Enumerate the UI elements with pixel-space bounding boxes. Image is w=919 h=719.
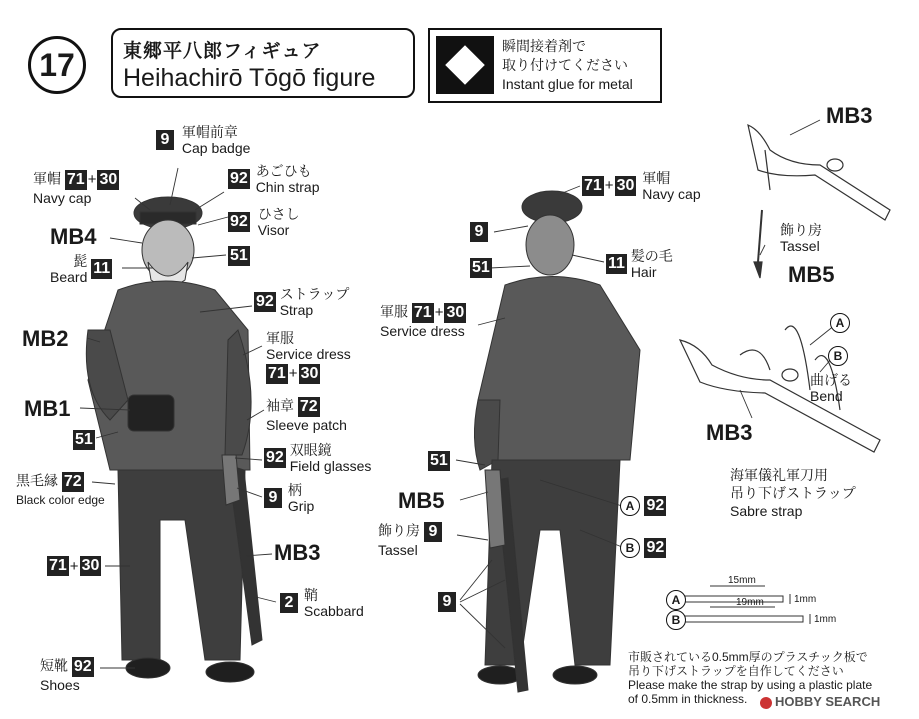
label-en: Tassel [378, 542, 418, 558]
paint-code: 92 [646, 539, 665, 556]
label-jp: あごひも [255, 163, 312, 179]
label-jp: 鞘 [303, 587, 318, 603]
label-jp: 軍服 [266, 330, 294, 346]
paint-code: 30 [616, 177, 635, 194]
paint-code: 92 [230, 170, 248, 187]
label-strap-a [620, 496, 666, 516]
label-en: Sleeve patch [266, 417, 347, 433]
sword-detail-top [748, 125, 890, 278]
label-en: Visor [257, 222, 290, 238]
circle-letter: A [830, 313, 850, 333]
paint-code: 9 [438, 592, 456, 612]
part-mb3-detail-bottom: MB3 [706, 420, 753, 445]
part-mb2: MB2 [22, 326, 69, 351]
plate-b-length: 19mm [736, 597, 764, 608]
paint-code: 71 [413, 304, 432, 321]
plate-a-width: 1mm [794, 594, 817, 605]
plate-b [666, 610, 686, 630]
label-jp: 柄 [287, 482, 302, 498]
paint-code: 72 [63, 473, 82, 490]
label-scabbard [280, 587, 364, 619]
title-jp: 東郷平八郎フィギュア [123, 41, 322, 62]
circle-letter: B [666, 610, 686, 630]
part-mb3-detail-top: MB3 [826, 103, 873, 128]
circle-letter: B [828, 346, 848, 366]
label-navy-cap-right [582, 170, 701, 202]
part-mb5-detail: MB5 [788, 262, 835, 287]
label-black-edge [16, 472, 105, 508]
part-mb4: MB4 [50, 224, 97, 249]
label-en: Tassel [780, 238, 820, 254]
label-bend [810, 372, 852, 404]
paint-code: 9 [264, 488, 282, 508]
paint-code: 92 [230, 213, 248, 230]
label-service-dress-right [380, 303, 466, 339]
label-chin-strap [228, 163, 320, 195]
left-figure [86, 197, 262, 682]
paint-code: 9 [424, 522, 442, 542]
label-navy-cap-left [33, 170, 119, 206]
plus-sign: + [604, 177, 614, 194]
paint-code: 11 [93, 260, 111, 277]
label-en: Black color edge [16, 493, 105, 507]
label-en: Field glasses [289, 458, 372, 474]
paint-code: 71 [584, 177, 602, 194]
plate-a [666, 590, 686, 610]
label-jp: 軍帽前章 [181, 124, 238, 140]
watermark-logo-icon [760, 697, 772, 709]
label-hair [606, 248, 673, 280]
plus-sign: + [69, 557, 79, 575]
label-beard [50, 253, 112, 285]
label-jp: 飾り房 [780, 222, 822, 238]
label-en: Navy cap [33, 190, 92, 206]
note-en: Please make the strap by using a plastic plate [628, 678, 873, 692]
paint-code: 30 [81, 557, 100, 574]
paint-code: 2 [280, 593, 298, 613]
paint-code: 71 [66, 171, 85, 188]
label-jp: 飾り房 [378, 522, 420, 539]
label-en: Sabre strap [730, 503, 803, 519]
glue-line1: 瞬間接着剤で [502, 38, 586, 54]
circle-letter: B [620, 538, 640, 558]
label-neck [470, 258, 492, 278]
paint-code: 71 [268, 365, 286, 382]
step-number: 17 [28, 36, 86, 94]
label-jp: 軍服 [380, 303, 408, 320]
glue-en: Instant glue for metal [502, 76, 633, 92]
label-en: Chin strap [255, 179, 320, 195]
label-sleeve-patch [266, 397, 347, 433]
paint-code: 92 [646, 497, 665, 514]
watermark [760, 694, 880, 709]
glue-line2: 取り付けてください [502, 57, 628, 73]
paint-code: 92 [266, 449, 284, 466]
label-jp: 袖章 [266, 397, 294, 414]
paint-code: 9 [470, 222, 488, 242]
label-jp: ひさし [257, 206, 300, 222]
paint-code: 9 [156, 130, 174, 150]
label-service-dress-left [266, 330, 351, 384]
label-jp: 短靴 [40, 657, 68, 674]
plus-sign: + [288, 365, 298, 382]
circle-a-detail [830, 313, 850, 333]
note-jp: 吊り下げストラップを自作してください [628, 664, 844, 678]
label-cap-badge [156, 124, 250, 156]
paint-code: 30 [99, 171, 118, 188]
paint-code: 51 [75, 431, 93, 448]
label-jp: 吊り下げストラップ [730, 485, 856, 501]
label-field-glasses [264, 442, 371, 474]
label-hand-left [73, 430, 95, 450]
label-jp: 髭 [73, 253, 88, 269]
paint-code: 30 [446, 304, 465, 321]
label-en: Shoes [40, 677, 80, 693]
label-tassel-right [378, 522, 442, 558]
paint-code: 72 [299, 398, 318, 415]
label-jp: 曲げる [810, 372, 852, 388]
label-jp: 双眼鏡 [289, 442, 332, 458]
watermark-text: HOBBY SEARCH [775, 694, 881, 709]
note-en: of 0.5mm in thickness. [628, 692, 748, 706]
label-cap-badge-right [470, 222, 488, 242]
paint-code: 51 [230, 247, 248, 264]
paint-code: 51 [430, 452, 448, 469]
plate-a-length: 15mm [728, 575, 756, 586]
label-face [228, 246, 250, 266]
label-en: Beard [50, 269, 88, 285]
label-en: Bend [810, 388, 843, 404]
label-jp: 黒毛縁 [16, 472, 58, 489]
label-visor [228, 206, 300, 238]
label-shoes [40, 657, 94, 693]
label-en: Strap [279, 302, 314, 318]
label-jp: 髪の毛 [630, 248, 673, 264]
label-en: Hair [630, 264, 657, 280]
plus-sign: + [87, 171, 97, 188]
part-mb3-left: MB3 [274, 540, 321, 565]
part-mb1: MB1 [24, 396, 71, 421]
paint-code: 92 [73, 658, 92, 675]
paint-code: 92 [256, 293, 274, 310]
circle-b-detail [828, 346, 848, 366]
label-en: Cap badge [181, 140, 251, 156]
label-jp: 海軍儀礼軍刀用 [730, 467, 828, 483]
label-tassel-detail [780, 222, 822, 254]
plate-b-width: 1mm [814, 614, 837, 625]
plus-sign: + [434, 304, 444, 321]
paint-code: 71 [49, 557, 67, 574]
label-strap-b [620, 538, 666, 558]
label-grip [264, 482, 314, 514]
title-en: Heihachirō Tōgō figure [123, 64, 376, 92]
label-sword-right [438, 592, 456, 612]
note-jp: 市販されている0.5mm厚のプラスチック板で [628, 650, 868, 664]
paint-code: 11 [608, 255, 625, 272]
label-hand-right [428, 451, 450, 471]
label-strap [254, 286, 349, 318]
label-jp: 軍帽 [642, 170, 671, 186]
label-en: Grip [287, 498, 315, 514]
label-jp: 軍帽 [33, 170, 61, 187]
label-trousers [47, 556, 101, 576]
label-en: Scabbard [303, 603, 364, 619]
circle-letter: A [620, 496, 640, 516]
paint-code: 30 [300, 365, 319, 382]
label-en: Navy cap [642, 186, 701, 202]
circle-letter: A [666, 590, 686, 610]
part-mb5-right: MB5 [398, 488, 445, 513]
label-sabre-strap [730, 466, 856, 520]
label-en: Service dress [380, 323, 465, 339]
label-jp: ストラップ [279, 286, 350, 302]
label-en: Service dress [266, 346, 351, 362]
paint-code: 51 [472, 259, 490, 276]
